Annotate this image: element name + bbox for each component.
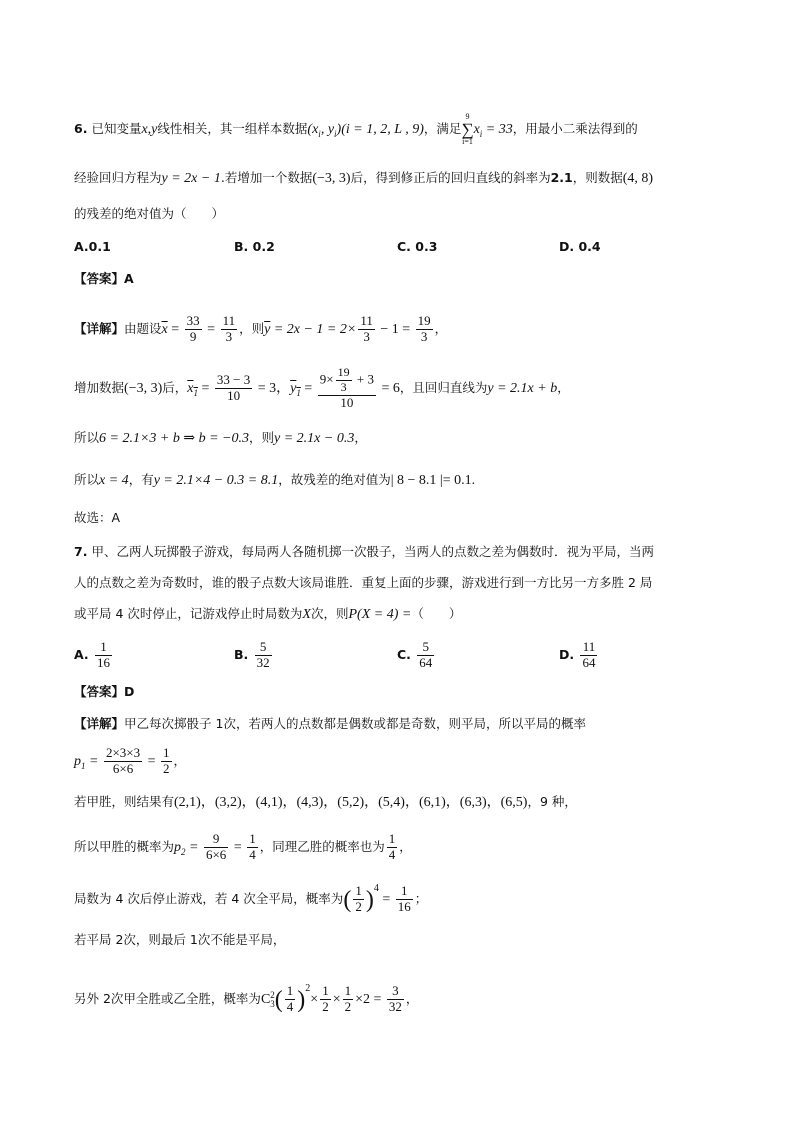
q7-detail-1: 【详解】甲乙每次掷骰子 1次，若两人的点数都是偶数或都是奇数，则平局，所以平局的概率 xyxy=(74,716,586,731)
q6-option-a: A.0.1 xyxy=(74,239,111,254)
q7-line-2: 人的点数之差为奇数时，谁的骰子点数大该局谁胜．重复上面的步骤，游戏进行到一方比另一方多胜 2 局 xyxy=(74,575,653,590)
q6-sample: ($x_i$, $y_i$) xyxy=(307,122,342,139)
q7-detail-5: 局数为 4 次后停止游戏，若 4 次全平局，概率为( $\frac{1}{2}$ )$^4$ = $\frac{1}{16}$ ； xyxy=(74,883,428,914)
q6-text: 已知变量 xyxy=(91,121,142,136)
y-bar: $\overline{y}$ xyxy=(264,321,271,337)
detail-tag: 【详解】 xyxy=(74,320,125,336)
q6-index: (i = 1, 2, L , 9) xyxy=(341,122,424,137)
q6-text: 后，得到修正后的回归直线的斜率为 xyxy=(350,170,551,185)
q7-detail-7: 另外 2次甲全胜或乙全胜，概率为C 2 3 ( $\frac{1}{4}$ )$^2$× $\frac{1}{2}$ × $\frac{1}{2}$ ×2 = $\frac{3}{32}$ ， xyxy=(74,983,419,1014)
q6-text: ，满足 xyxy=(423,121,462,136)
q6-option-b: B. 0.2 xyxy=(234,239,275,254)
q6-text: 线性相关，其一组样本数据 xyxy=(157,121,308,136)
q6-added-point: (−3, 3) xyxy=(312,171,351,186)
summation-symbol: 9 ∑ i=1 xyxy=(461,112,474,146)
q7-option-a: A. $\frac{1}{16}$ xyxy=(74,639,111,670)
q7-option-d: D. $\frac{11}{64}$ xyxy=(559,639,596,670)
q7-option-b: B. $\frac{5}{32}$ xyxy=(234,639,270,670)
q6-detail-4: 所以x = 4，有y = 2.1×4 − 0.3 = 8.1，故残差的绝对值为| 8 − 8.1 |= 0.1. xyxy=(74,472,476,488)
x1-bar: $x_1$ xyxy=(187,380,198,398)
q6-line-2 xyxy=(74,172,653,186)
q6-sum-expr: $x_i = 33$ xyxy=(473,122,513,139)
combination-c: C 2 3 xyxy=(260,989,275,1009)
q7-line-1: 7. 甲、乙两人玩掷骰子游戏，每局两人各随机掷一次骰子，当两人的点数之差为偶数时．视为平局，当两 xyxy=(74,544,654,559)
q6-text: ，则数据 xyxy=(572,170,623,185)
x-bar: $\overline{x}$ xyxy=(161,321,168,337)
q6-slope: 2.1 xyxy=(550,170,573,185)
q6-option-c: C. 0.3 xyxy=(397,239,438,254)
q6-detail-1: 【详解】由题设$\overline{x}$ = $\frac{33}{9}$ = $\frac{11}{3}$ ，则$\overline{y} = 2x - 1 = 2\times$ $\frac{11}{3}$ − 1 = $\frac{19}{3}$ ， xyxy=(74,313,448,344)
q6-vars: x,y xyxy=(141,122,158,137)
q7-detail-2: $p_1$ = $\frac{2\times 3\times 3}{6\times 6}$ = $\frac{1}{2}$ ， xyxy=(74,745,187,776)
q6-detail-2: 增加数据(−3, 3)后，$x_1$ = $\frac{33 - 3}{10}$ = 3，$y_1$ = 9× $\frac{19}{3}$ + 3 10 = 6，且回归直线为y = 2.1x + b， xyxy=(74,365,570,410)
q6-text: .若增加一个数据 xyxy=(220,170,313,185)
q7-option-c: C. $\frac{5}{64}$ xyxy=(397,639,433,670)
q6-text: ，用最小二乘法得到的 xyxy=(512,121,638,136)
q7-detail-4: 所以甲胜的概率为$p_2$ = $\frac{9}{6\times 6}$ = $\frac{1}{4}$ ，同理乙胜的概率也为 $\frac{1}{4}$ ， xyxy=(74,831,412,862)
q6-option-d: D. 0.4 xyxy=(559,239,601,254)
y1-bar: $y_1$ xyxy=(290,380,301,398)
q6-number: 6. xyxy=(74,121,88,136)
q7-line-3: 或平局 4 次时停止，记游戏停止时局数为X次，则P(X = 4) =（ ） xyxy=(74,606,462,622)
q7-detail-3: 若甲胜，则结果有(2,1)，(3,2)，(4,1)，(4,3)，(5,2)，(5,4)，(6,1)，(6,3)，(6,5)，9 种， xyxy=(74,794,577,810)
q6-answer: 【答案】A xyxy=(74,271,134,286)
q6-detail-3: 所以6 = 2.1×3 + b ⇒ b = −0.3，则y = 2.1x − 0.3， xyxy=(74,430,367,446)
q7-detail-6: 若平局 2次，则最后 1次不能是平局， xyxy=(74,932,286,947)
q6-line-3: 的残差的绝对值为（ ） xyxy=(74,206,225,221)
q7-answer: 【答案】D xyxy=(74,684,135,699)
q6-choice: 故选：A xyxy=(74,510,121,525)
q6-regression-eq: y = 2x − 1 xyxy=(161,171,221,186)
q6-text: 经验回归方程为 xyxy=(74,170,162,185)
q6-line-1 xyxy=(74,113,638,146)
q6-point-4-8: (4, 8) xyxy=(622,171,654,186)
